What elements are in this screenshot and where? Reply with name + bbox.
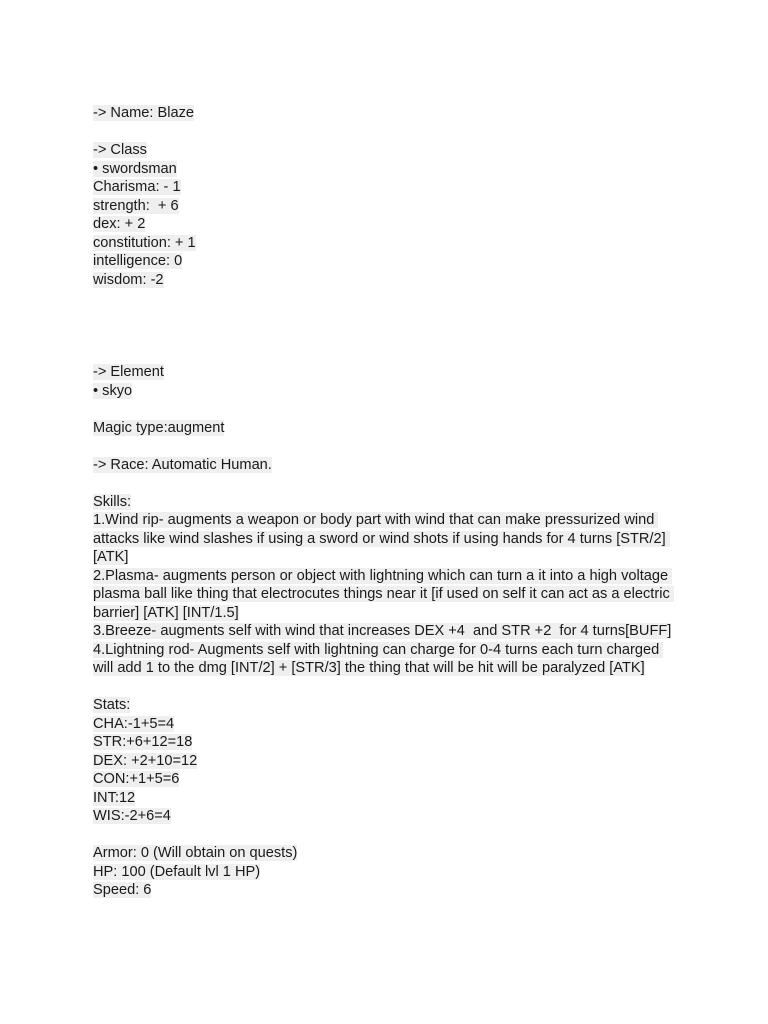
speed-line: Speed: 6 [93, 882, 152, 898]
stat-wis: WIS:-2+6=4 [93, 808, 171, 824]
stats-heading: Stats: [93, 697, 131, 713]
attribute-strength: strength: + 6 [93, 197, 179, 214]
stat-dex: DEX: +2+10=12 [93, 752, 198, 769]
armor-line: Armor: 0 (Will obtain on quests) [93, 845, 298, 861]
stat-cha: CHA:-1+5=4 [93, 715, 175, 732]
stat-str: STR:+6+12=18 [93, 734, 193, 750]
race-line: -> Race: Automatic Human. [93, 456, 272, 473]
skill-breeze: 3.Breeze- augments self with wind that increases DEX +4 and STR +2 for 4 turns[BUFF] [93, 623, 672, 639]
attribute-constitution: constitution: + 1 [93, 234, 196, 251]
skill-lightning-rod: 4.Lightning rod- Augments self with lightning can charge for 0-4 turns each turn charged will add 1 to the dmg [INT/2] + [STR/3] the thing that will be hit will be paralyzed [ATK] [93, 641, 664, 676]
element-heading: -> Element [93, 364, 164, 380]
attribute-intelligence: intelligence: 0 [93, 253, 183, 269]
character-sheet-document [93, 104, 683, 900]
class-value: • swordsman [93, 160, 177, 177]
class-heading: -> Class [93, 142, 147, 158]
stat-int: INT:12 [93, 789, 136, 806]
magic-type-line: Magic type:augment [93, 419, 225, 436]
hp-line: HP: 100 (Default lvl 1 HP) [93, 863, 261, 880]
skills-heading: Skills: [93, 493, 132, 510]
attribute-charisma: Charisma: - 1 [93, 179, 181, 195]
attribute-dex: dex: + 2 [93, 216, 146, 232]
skill-wind-rip: 1.Wind rip- augments a weapon or body part with wind that can make pressurized wind attacks like wind slashes if using a sword or wind shots if using hands for 4 turns [STR/2] [ATK] [93, 512, 670, 565]
skill-plasma: 2.Plasma- augments person or object with lightning which can turn a it into a high voltage plasma ball like thing that electrocutes things near it [if used on self it can act as a electric barrier] [ATK] [INT/1.5] [93, 567, 674, 621]
element-value: • skyo [93, 382, 133, 399]
name-line: -> Name: Blaze [93, 105, 194, 121]
stat-con: CON:+1+5=6 [93, 771, 180, 787]
attribute-wisdom: wisdom: -2 [93, 271, 164, 288]
